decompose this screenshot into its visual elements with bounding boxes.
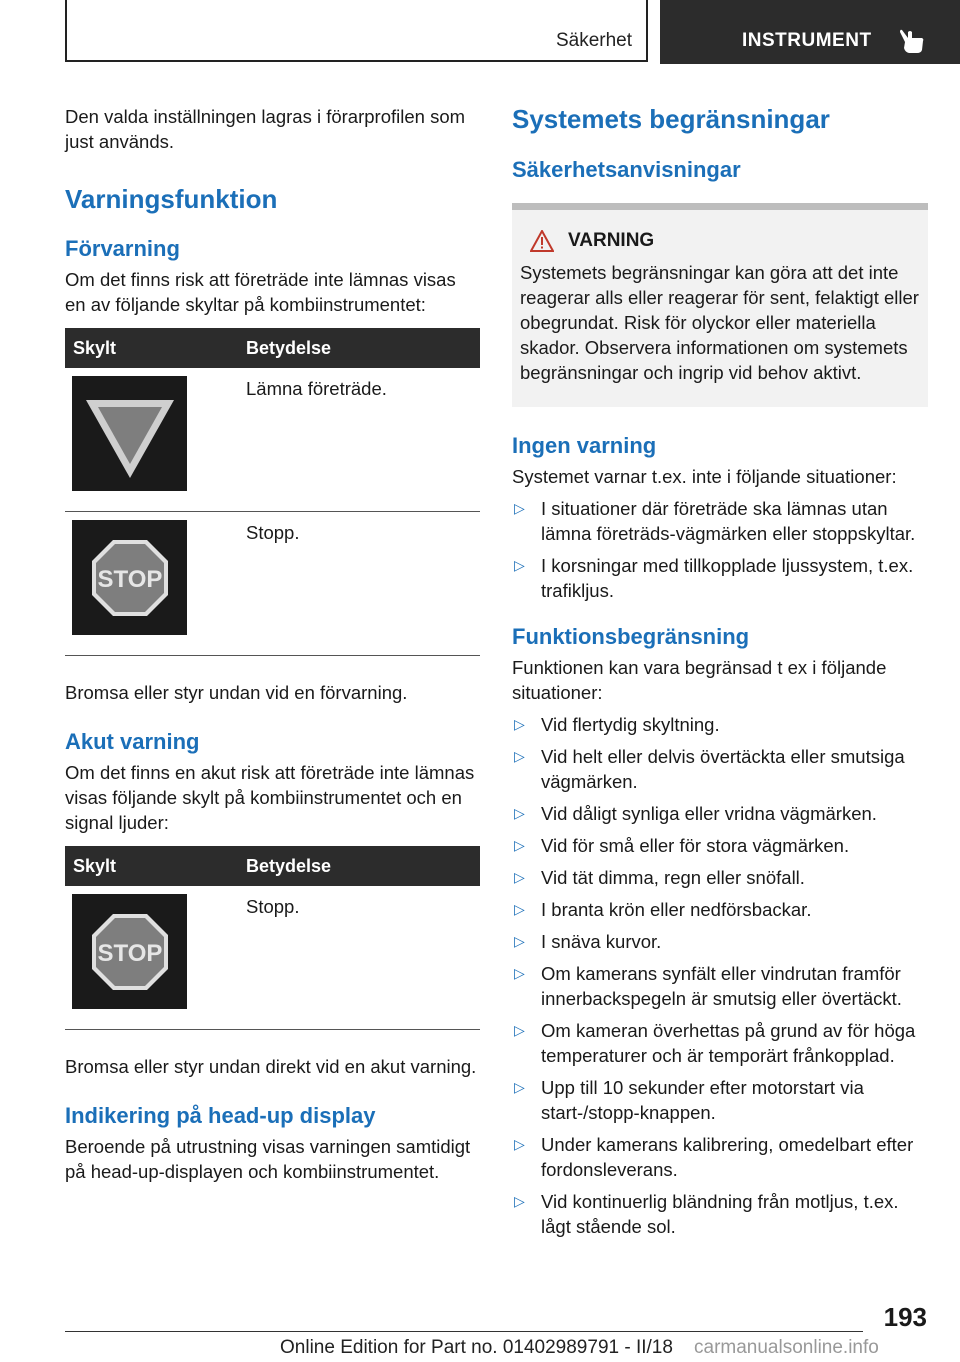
stop-sign-icon <box>72 894 187 1009</box>
list-item: ▷ Vid dåligt synliga eller vridna vägmärken. <box>514 803 877 824</box>
triangle-bullet-icon: ▷ <box>514 901 525 917</box>
triangle-bullet-icon: ▷ <box>514 1022 525 1038</box>
table-row <box>65 886 480 1030</box>
header-chapter-tab <box>660 0 960 64</box>
column-header-sign: Skylt <box>65 846 238 886</box>
intro-text: Den valda inställningen lagras i förarprofilen som just används. <box>65 106 466 152</box>
heading-forvarning: Förvarning <box>65 236 180 261</box>
footer-edition: Online Edition for Part no. 01402989791 - II/18 <box>280 1337 673 1358</box>
heading-systemets-begransningar: Systemets begränsningar <box>512 104 830 134</box>
triangle-bullet-icon: ▷ <box>514 933 525 949</box>
list-item: ▷ Vid tät dimma, regn eller snöfall. <box>514 867 805 888</box>
triangle-bullet-icon: ▷ <box>514 1136 525 1152</box>
triangle-bullet-icon: ▷ <box>514 1079 525 1095</box>
list-item: ▷ Om kameran överhettas på grund av för höga temperaturer och är temporärt frånkopplad. <box>514 1020 916 1066</box>
list-item: ▷ Under kamerans kalibrering, omedelbart efter fordonsleverans. <box>514 1134 914 1180</box>
list-item: ▷ I korsningar med tillkopplade ljussystem, t.ex. trafikljus. <box>514 555 914 601</box>
triangle-bullet-icon: ▷ <box>514 805 525 821</box>
table-row <box>65 512 480 656</box>
right-column <box>512 100 928 1239</box>
warning-text: Systemets begränsningar kan göra att det inte reagerar alls eller reagerar för sent, felaktigt eller obegrundat. Risk för olyckor eller materiella skador. Observera informationen om systemets begränsningar och ingrip vid behov aktivt. <box>520 262 919 383</box>
sign-table-akut <box>65 846 480 1030</box>
list-item: ▷ I branta krön eller nedförsbackar. <box>514 899 812 920</box>
table-header-row <box>65 846 480 886</box>
warning-box <box>512 203 928 407</box>
footer-divider <box>65 1331 863 1332</box>
heading-funktionsbegransning: Funktionsbegränsning <box>512 624 750 649</box>
table-header-row <box>65 328 480 368</box>
funktion-list <box>512 712 928 1239</box>
meaning-stop: Stopp. <box>238 886 480 1030</box>
column-header-sign: Skylt <box>65 328 238 368</box>
triangle-bullet-icon: ▷ <box>514 837 525 853</box>
ingen-list <box>512 496 928 603</box>
stop-sign-icon <box>72 520 187 635</box>
akut-action: Bromsa eller styr undan direkt vid en akut varning. <box>65 1056 477 1077</box>
list-item: ▷ Vid flertydig skyltning. <box>514 714 720 735</box>
section-label: Säkerhet <box>555 30 632 51</box>
triangle-bullet-icon: ▷ <box>514 716 525 732</box>
triangle-bullet-icon: ▷ <box>514 965 525 981</box>
heading-ingen-varning: Ingen varning <box>512 433 657 458</box>
column-header-meaning: Betydelse <box>238 328 480 368</box>
footer-watermark: carmanualsonline.info <box>694 1337 879 1358</box>
heading-akut-varning: Akut varning <box>65 729 200 754</box>
forvarning-text: Om det finns risk att företräde inte lämnas visas en av följande skyltar på kombiinstrumentet: <box>65 269 456 315</box>
triangle-bullet-icon: ▷ <box>514 869 525 885</box>
warning-triangle-icon <box>530 230 554 252</box>
list-item: ▷ I snäva kurvor. <box>514 931 662 952</box>
stop-sign-text: STOP <box>97 939 162 967</box>
heading-head-up-display: Indikering på head-up display <box>65 1103 376 1128</box>
pointing-hand-icon <box>898 26 924 54</box>
yield-sign-icon <box>72 376 187 491</box>
forvarning-action: Bromsa eller styr undan vid en förvarning. <box>65 682 408 703</box>
table-row <box>65 368 480 512</box>
column-header-meaning: Betydelse <box>238 846 480 886</box>
chapter-label: INSTRUMENT <box>742 30 872 51</box>
list-item: ▷ Vid för små eller för stora vägmärken. <box>514 835 850 856</box>
warning-title: VARNING <box>568 230 655 251</box>
list-item: ▷ Upp till 10 sekunder efter motorstart via start-/stopp-knappen. <box>514 1077 864 1123</box>
sign-table-forvarning <box>65 328 480 656</box>
stop-sign-text: STOP <box>97 565 162 593</box>
list-item: ▷ Vid kontinuerlig bländning från motljus, t.ex. lågt stående sol. <box>514 1191 899 1237</box>
meaning-stop: Stopp. <box>238 512 480 656</box>
left-column <box>65 100 480 1184</box>
heading-varningsfunktion: Varningsfunktion <box>65 184 278 214</box>
list-item: ▷ I situationer där företräde ska lämnas utan lämna företräds-vägmärken eller stoppskyltar. <box>514 498 916 544</box>
heading-sakerhetsanvisningar: Säkerhetsanvisningar <box>512 157 741 182</box>
funktion-text: Funktionen kan vara begränsad t ex i följande situationer: <box>512 657 887 703</box>
list-item: ▷ Vid helt eller delvis övertäckta eller smutsiga vägmärken. <box>514 746 905 792</box>
ingen-text: Systemet varnar t.ex. inte i följande situationer: <box>512 466 897 487</box>
page-number: 193 <box>883 1302 927 1332</box>
list-item: ▷ Om kamerans synfält eller vindrutan framför innerbackspegeln är smutsig eller övertäckt. <box>514 963 902 1009</box>
header-section-tab <box>65 0 648 62</box>
triangle-bullet-icon: ▷ <box>514 1193 525 1209</box>
headup-text: Beroende på utrustning visas varningen samtidigt på head-up-displayen och kombiinstrumentet. <box>65 1136 471 1182</box>
triangle-bullet-icon: ▷ <box>514 748 525 764</box>
akut-text: Om det finns en akut risk att företräde inte lämnas visas följande skylt på kombiinstrumentet och en signal ljuder: <box>65 762 475 833</box>
meaning-yield: Lämna företräde. <box>238 368 480 512</box>
triangle-bullet-icon: ▷ <box>514 500 525 516</box>
triangle-bullet-icon: ▷ <box>514 557 525 573</box>
